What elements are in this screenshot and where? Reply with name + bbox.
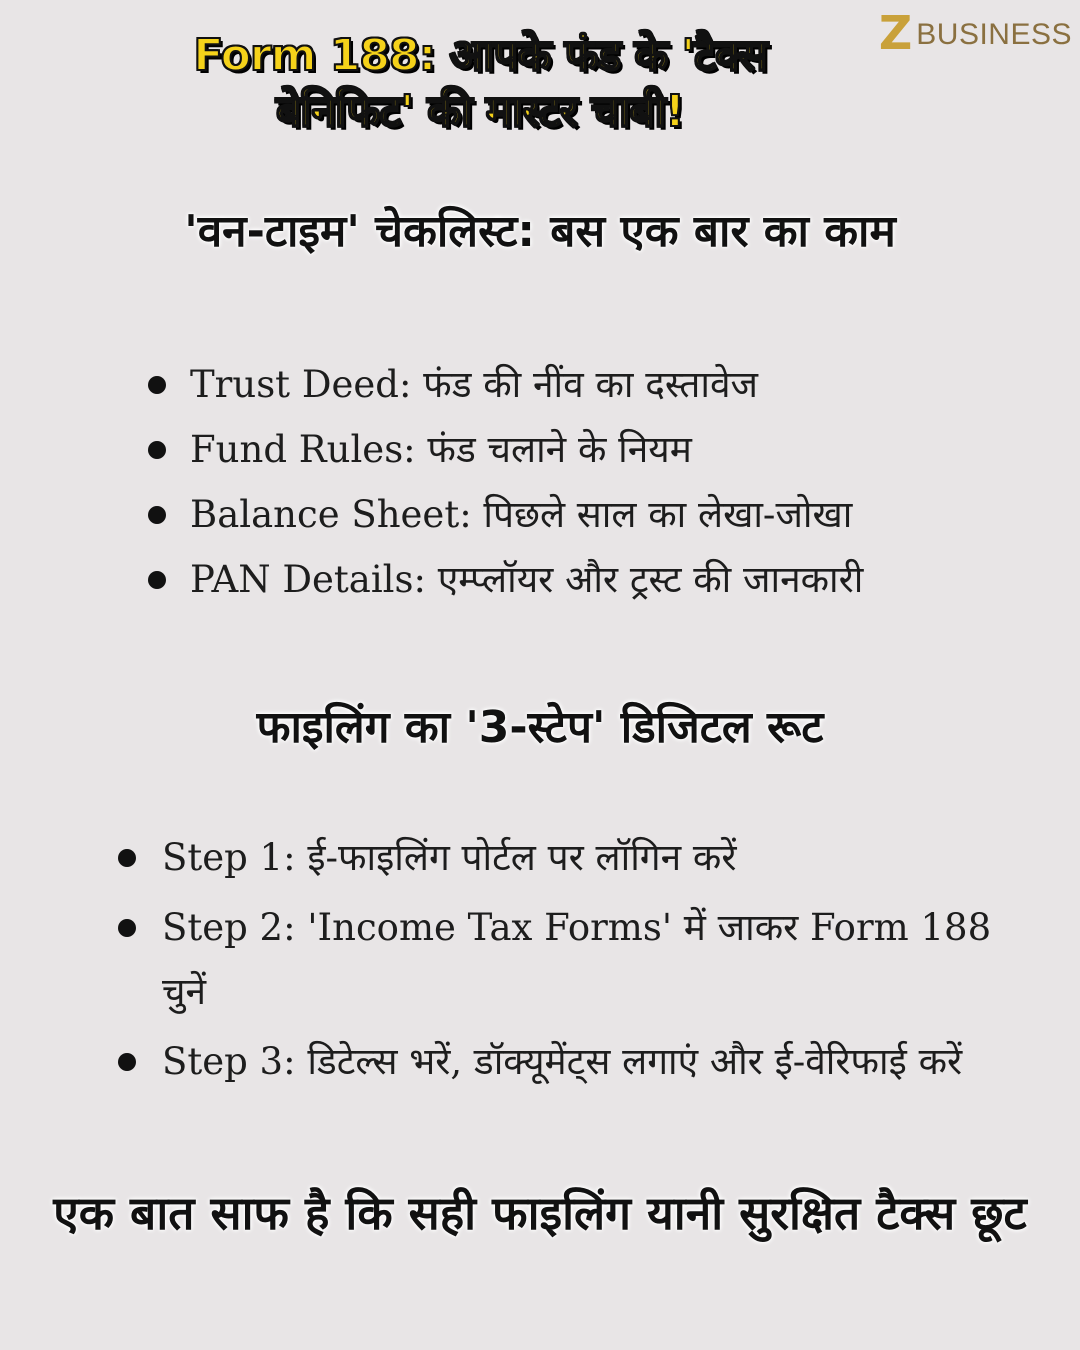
- step-text: Step 3: डिटेल्स भरें, डॉक्यूमेंट्स लगाएं और ई-वेरिफाई करें: [162, 1040, 963, 1083]
- zee-business-logo: [878, 6, 1072, 60]
- step-item: [118, 1030, 1018, 1094]
- bullet-icon: [148, 441, 166, 459]
- one-time-checklist-title: 'वन-टाइम' चेकलिस्ट: बस एक बार का काम: [184, 206, 896, 257]
- list-item-text: Trust Deed: फंड की नींव का दस्तावेज: [190, 363, 758, 406]
- list-item-text: PAN Details: एम्प्लॉयर और ट्रस्ट की जानकारी: [190, 558, 864, 601]
- bullet-icon: [118, 1053, 136, 1071]
- step-text: Step 1: ई-फाइलिंग पोर्टल पर लॉगिन करें: [162, 836, 737, 879]
- list-item-text: Balance Sheet: पिछले साल का लेखा-जोखा: [190, 493, 853, 536]
- bullet-icon: [118, 919, 136, 937]
- list-item-text: Fund Rules: फंड चलाने के नियम: [190, 428, 692, 471]
- step-item: [118, 896, 1018, 1024]
- headline-line-2: बेनिफिट' की मास्टर चाबी!: [276, 86, 684, 137]
- bullet-icon: [148, 376, 166, 394]
- filing-route-title: फाइलिंग का '3-स्टेप' डिजिटल रूट: [256, 702, 824, 753]
- logo-mark: Z: [878, 6, 913, 60]
- bullet-icon: [118, 849, 136, 867]
- headline-line-1: Form 188: आपके फंड के 'टैक्स: [193, 30, 767, 81]
- one-time-checklist: [148, 352, 1048, 612]
- bullet-icon: [148, 571, 166, 589]
- list-item: [148, 417, 1048, 482]
- list-item: [148, 547, 1048, 612]
- list-item: [148, 352, 1048, 417]
- closing-statement: एक बात साफ है कि सही फाइलिंग यानी सुरक्षित टैक्स छूट: [53, 1186, 1027, 1240]
- step-text: Step 2: 'Income Tax Forms' में जाकर Form 188 चुनें: [162, 906, 992, 1013]
- step-item: [118, 826, 1018, 890]
- logo-text: BUSINESS: [916, 18, 1072, 51]
- bullet-icon: [148, 506, 166, 524]
- list-item: [148, 482, 1048, 547]
- filing-steps: [118, 826, 1018, 1100]
- headline: [100, 28, 860, 140]
